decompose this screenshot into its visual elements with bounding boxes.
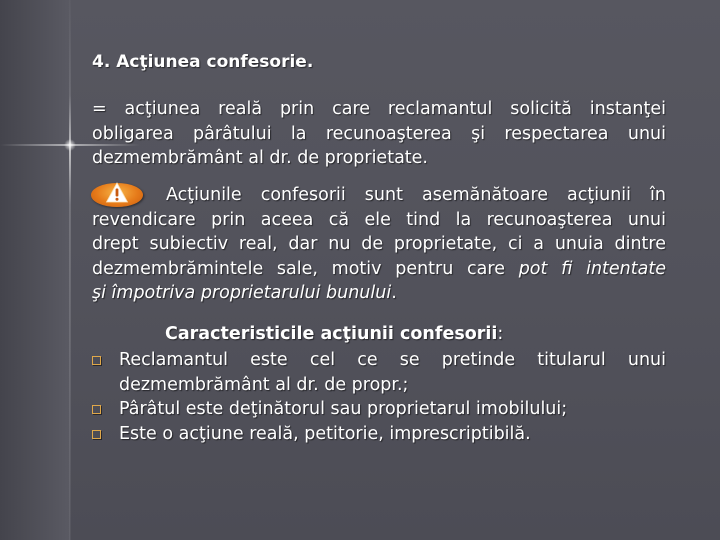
comparison-line: Acţiunile confesorii sunt asemănătoare acţiunii în [166,185,666,205]
definition-paragraph [92,97,666,171]
comparison-text: . [391,283,397,304]
comparison-line [92,281,666,306]
characteristics-heading [165,322,503,347]
comparison-line: drept subiectiv real, dar nu de proprietate, ci a unuia dintre [92,234,666,255]
characteristics-heading-colon: : [497,324,504,344]
square-bullet-icon [92,430,101,439]
list-item [92,422,666,447]
definition-line: dezmembrământ al dr. de proprietate. [92,148,428,169]
list-item-text: Este o acţiune reală, petitorie, imprescriptibilă. [119,423,531,444]
comparison-line [92,257,666,282]
definition-line: = acţiunea reală prin care reclamantul solicită instanţei [92,99,666,119]
list-item-text: dezmembrământ al dr. de propr.; [119,374,409,395]
light-flare-center [64,139,76,151]
comparison-text: dezmembrămintele sale, motiv pentru care [92,258,519,279]
comparison-emphasis: pot fi intentate [518,258,666,279]
list-item-text: Reclamantul este cel ce se pretinde titularul unui [119,350,666,370]
list-item-text: Pârâtul este deţinătorul sau proprietarul imobilului; [119,399,568,420]
comparison-line: revendicare prin aceea că ele tind la recunoaşterea unui [92,209,666,230]
square-bullet-icon [92,356,101,365]
list-item [92,397,666,422]
definition-line: obligarea pârâtului la recunoaşterea şi respectarea unui [92,123,666,144]
list-item [92,348,666,397]
slide-divider-line [69,0,71,540]
comparison-paragraph [92,183,666,306]
square-bullet-icon [92,405,101,414]
characteristics-list [92,348,666,446]
slide-title: 4. Acţiunea confesorie. [92,52,314,72]
comparison-emphasis: şi împotriva proprietarului bunului [92,283,392,304]
characteristics-heading-text: Caracteristicile acţiunii confesorii [165,324,498,344]
